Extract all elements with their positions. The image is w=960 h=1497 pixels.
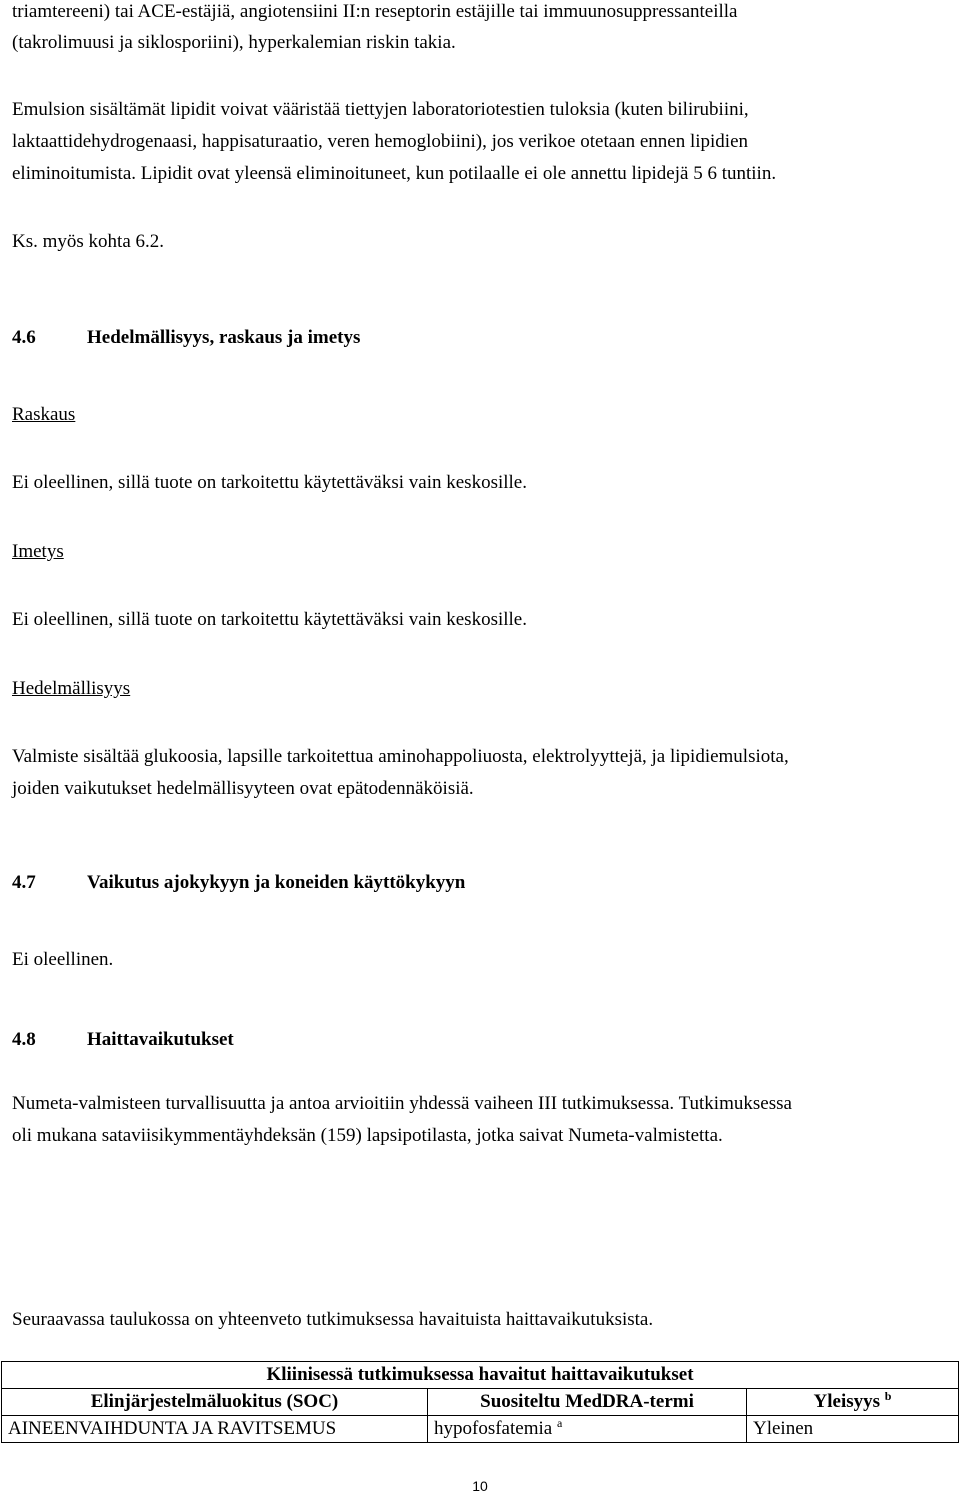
paragraph-line: triamtereeni) tai ACE-estäjiä, angiotensiini II:n reseptorin estäjille tai immuunosuppressanteilla	[12, 1, 738, 22]
header-label: Yleisyys	[813, 1391, 881, 1412]
cell-frequency: Yleinen	[747, 1416, 959, 1443]
adverse-reactions-table	[1, 1361, 959, 1443]
cell-term	[428, 1416, 747, 1443]
table-title: Kliinisessä tutkimuksessa havaitut haittavaikutukset	[2, 1362, 959, 1389]
section-title: Vaikutus ajokykyyn ja koneiden käyttökykyyn	[87, 872, 466, 893]
section-number: 4.6	[12, 327, 36, 348]
paragraph-line: oli mukana sataviisikymmentäyhdeksän (159) lapsipotilasta, jotka saivat Numeta-valmistetta.	[12, 1125, 723, 1146]
footnote-marker: b	[884, 1389, 892, 1403]
section-title: Haittavaikutukset	[87, 1029, 234, 1050]
table-header-frequency	[747, 1389, 959, 1416]
table-intro: Seuraavassa taulukossa on yhteenveto tutkimuksessa havaituista haittavaikutuksista.	[12, 1309, 654, 1330]
section-heading-4-8	[12, 1028, 234, 1052]
paragraph-line: laktaattidehydrogenaasi, happisaturaatio, veren hemoglobiini), jos verikoe otetaan ennen lipidien	[12, 131, 749, 152]
paragraph-line: Numeta-valmisteen turvallisuutta ja antoa arvioitiin yhdessä vaiheen III tutkimuksessa. Tutkimuksessa	[12, 1093, 792, 1114]
paragraph-line: Ei oleellinen, sillä tuote on tarkoitettu käytettäväksi vain keskosille.	[12, 472, 527, 493]
table-header-soc: Elinjärjestelmäluokitus (SOC)	[2, 1389, 428, 1416]
paragraph-line: Emulsion sisältämät lipidit voivat vääristää tiettyjen laboratoriotestien tuloksia (kuten bilirubiini,	[12, 99, 749, 120]
term-label: hypofosfatemia	[434, 1418, 553, 1439]
table-row	[2, 1416, 959, 1443]
paragraph-line: Ei oleellinen.	[12, 949, 114, 970]
footnote-marker: a	[556, 1416, 563, 1430]
subheading-hedelmallisyys: Hedelmällisyys	[12, 678, 131, 699]
paragraph-line: Ei oleellinen, sillä tuote on tarkoitettu käytettäväksi vain keskosille.	[12, 609, 527, 630]
section-heading-4-7	[12, 871, 465, 895]
section-title: Hedelmällisyys, raskaus ja imetys	[87, 327, 361, 348]
cell-soc: AINEENVAIHDUNTA JA RAVITSEMUS	[2, 1416, 428, 1443]
table-header-term: Suositeltu MedDRA-termi	[428, 1389, 747, 1416]
subheading-raskaus: Raskaus	[12, 404, 76, 425]
cross-reference: Ks. myös kohta 6.2.	[12, 231, 164, 252]
paragraph-line: (takrolimuusi ja siklosporiini), hyperkalemian riskin takia.	[12, 32, 456, 53]
paragraph-line: Valmiste sisältää glukoosia, lapsille tarkoitettua aminohappoliuosta, elektrolyyttejä, ja lipidiemulsiota,	[12, 746, 789, 767]
section-number: 4.7	[12, 872, 36, 893]
paragraph-line: joiden vaikutukset hedelmällisyyteen ovat epätodennäköisiä.	[12, 778, 474, 799]
page-number: 10	[472, 1478, 488, 1494]
section-heading-4-6	[12, 326, 360, 350]
subheading-imetys: Imetys	[12, 541, 64, 562]
section-number: 4.8	[12, 1029, 36, 1050]
paragraph-line: eliminoitumista. Lipidit ovat yleensä eliminoituneet, kun potilaalle ei ole annettu lipidejä 5 6 tuntiin.	[12, 163, 777, 184]
